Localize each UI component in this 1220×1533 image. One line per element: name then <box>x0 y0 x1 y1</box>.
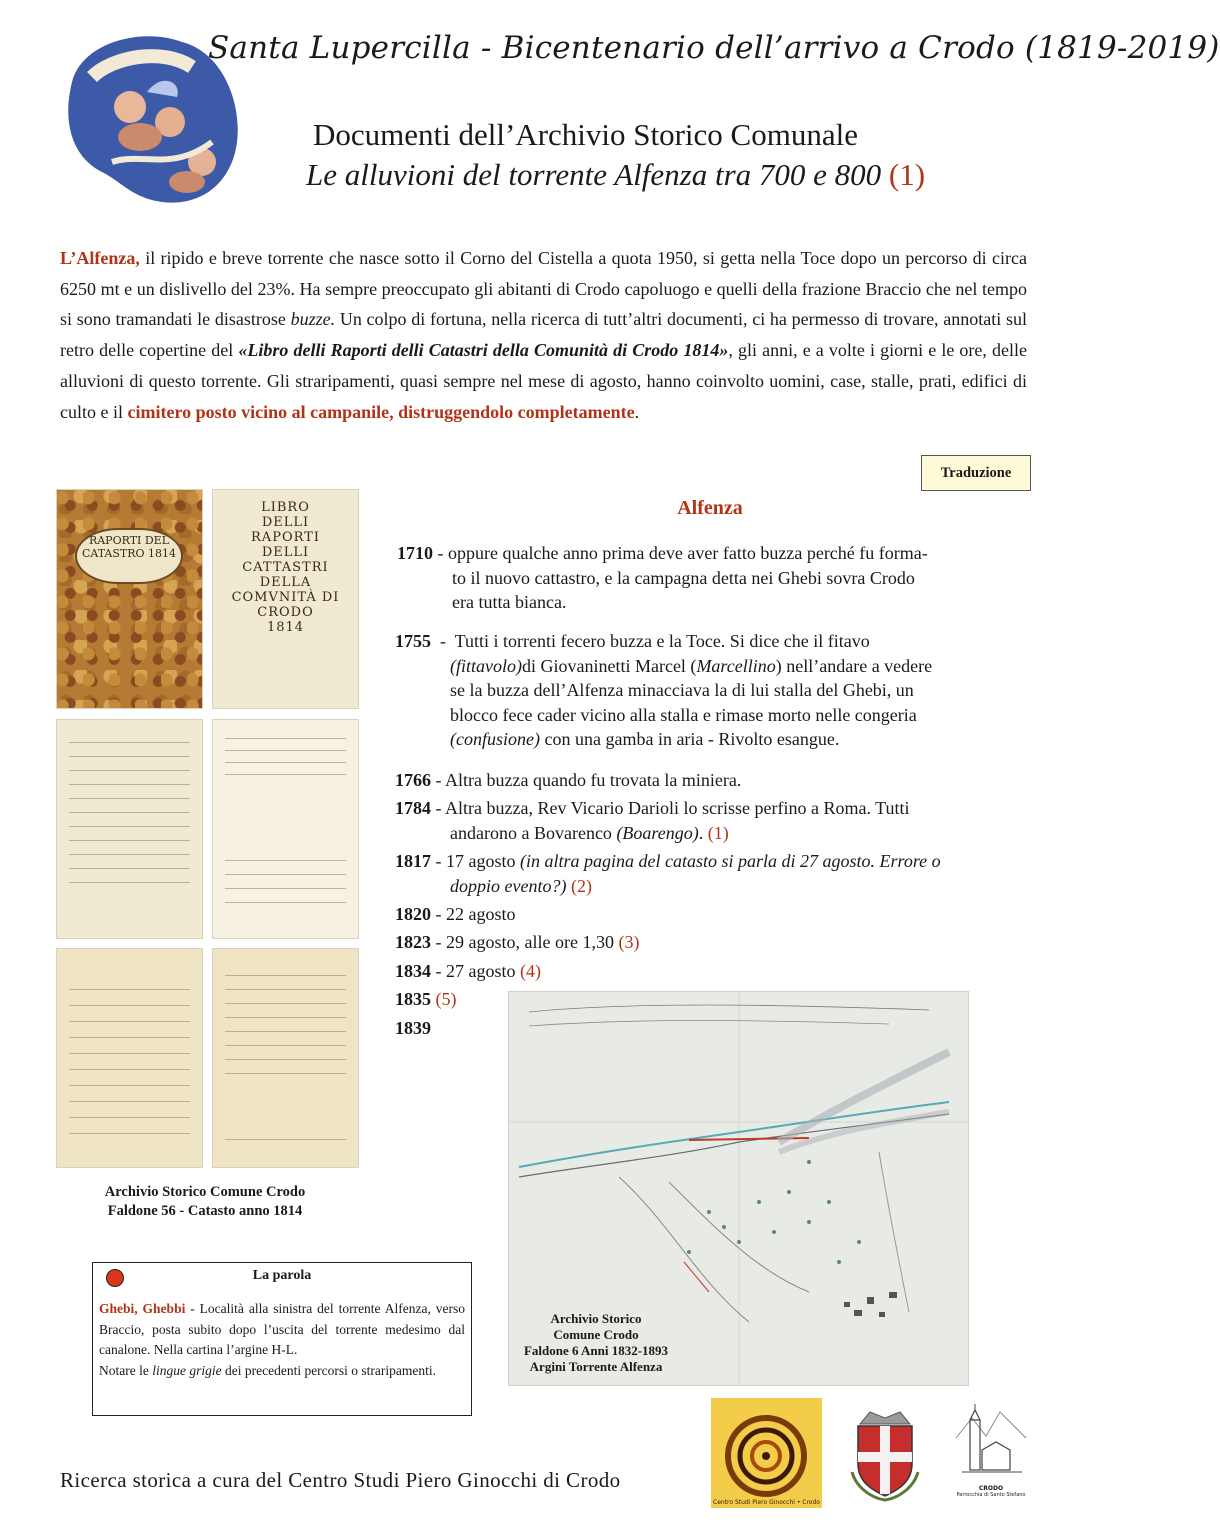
handwritten-page-photo <box>56 719 203 939</box>
entry-text: - Altra buzza, Rev Vicario Darioli lo scrisse perfino a Roma. Tutti <box>431 798 910 818</box>
footnote-ref: (3) <box>618 932 640 952</box>
title-line: LIBRO <box>261 500 310 515</box>
timeline-entry-1834 <box>395 959 541 984</box>
timeline-title: Alfenza <box>677 497 743 519</box>
entry-text: se la buzza dell’Alfenza minacciava la di lui stalla del Ghebi, un <box>450 680 914 700</box>
entry-text: (Boarengo) <box>616 822 699 843</box>
entry-text: doppio evento?) <box>450 875 567 896</box>
entry-text: Marcellino <box>696 655 776 676</box>
entry-text: andarono a Bovarenco <box>450 822 617 843</box>
book-title-page-photo <box>212 489 359 709</box>
entry-year: 1839 <box>395 1018 431 1038</box>
document-part-number: (1) <box>888 157 926 192</box>
handwritten-page-photo <box>56 948 203 1168</box>
timeline-entry-1784 <box>395 796 910 845</box>
handwritten-page-photo <box>212 948 359 1168</box>
intro-text-1: il ripido e breve torrente che nasce sotto il Corno del Cistella a quota 1950, si getta nella Toce dopo un percorso di circa 6250 mt e un dislivello del 23%. Ha sempre preoccupato gli abitanti di Crodo capoluogo e quelli della frazione Braccio che nel tempo si sono tramandati le disastrose <box>60 248 1027 330</box>
word-note-a: Notare le <box>99 1362 153 1378</box>
footnote-ref: (4) <box>520 961 541 981</box>
page-headline: Santa Lupercilla - Bicentenario dell’arrivo a Crodo (1819-2019) <box>208 30 1220 66</box>
entry-year: 1835 <box>395 989 431 1009</box>
cover-label-plate: RAPORTI DEL CATASTRO 1814 <box>75 528 183 584</box>
book-cover-marbled-photo <box>56 489 203 709</box>
photos-caption <box>60 1183 350 1221</box>
footnote-ref: (1) <box>707 822 729 843</box>
handwritten-page-photo <box>212 719 359 939</box>
document-topic <box>306 157 925 193</box>
intro-text-3: , gli anni, e a volte i giorni e le ore, delle alluvioni di questo torrente. Gli straripamenti, quasi sempre nel mese di agosto, hanno coinvolto uomini, case, stalle, prati, edifici di culto e il <box>60 340 1027 422</box>
entry-text: - Altra buzza quando fu trovata la miniera. <box>431 770 742 790</box>
entry-text: (in altra pagina del catasto si parla di 27 agosto. Errore o <box>520 851 941 871</box>
word-note-b: lingue grigie <box>152 1362 222 1378</box>
title-line: CRODO <box>257 605 314 620</box>
entry-text: - oppure qualche anno prima deve aver fatto buzza perché fu forma- <box>433 543 928 563</box>
entry-year: 1755 <box>395 631 431 651</box>
map-caption-line: Faldone 6 Anni 1832-1893 <box>523 1343 669 1358</box>
entry-year: 1710 <box>397 543 433 563</box>
entry-year: 1834 <box>395 961 431 981</box>
word-box-title: La parola <box>252 1268 312 1283</box>
entry-year: 1766 <box>395 770 431 790</box>
entry-text: - Tutti i torrenti fecero buzza e la Toce. Si dice che il fitavo <box>431 631 870 651</box>
intro-paragraph <box>60 243 1027 427</box>
parrocchia-subtitle: Parrocchia di Santo Stefano <box>956 1492 1026 1498</box>
map-caption <box>510 1311 682 1375</box>
timeline-entry-1835 <box>395 987 457 1012</box>
map-caption-line: Argini Torrente Alfenza <box>529 1359 663 1374</box>
word-term: Ghebi, Ghebbi <box>99 1301 186 1316</box>
title-line: CATTASTRI <box>242 560 329 575</box>
document-topic-text: Le alluvioni del torrente Alfenza tra 700 e 800 <box>306 157 882 192</box>
timeline-entry-1817 <box>395 849 941 898</box>
word-note-c: dei precedenti percorsi o straripamenti. <box>221 1362 437 1378</box>
intro-book-title: «Libro delli Raporti delli Catastri della Comunità di Crodo 1814» <box>238 340 729 361</box>
entry-text: di Giovaninetti Marcel ( <box>521 655 697 676</box>
photos-caption-line: Archivio Storico Comune Crodo <box>104 1184 306 1200</box>
title-line: DELLA <box>259 575 312 590</box>
intro-buzze: buzze. <box>290 309 336 330</box>
parrocchia-logo <box>952 1398 1030 1508</box>
entry-text: - 22 agosto <box>431 904 516 924</box>
entry-text: ) nell’andare a vedere <box>775 655 933 676</box>
photos-caption-line: Faldone 56 - Catasto anno 1814 <box>107 1203 303 1219</box>
document-subtitle: Documenti dell’Archivio Storico Comunale <box>313 117 858 152</box>
map-caption-line: Comune Crodo <box>553 1327 639 1342</box>
intro-cemetery: cimitero posto vicino al campanile, distruggendolo completamente <box>127 401 635 422</box>
word-box <box>92 1262 472 1416</box>
entry-text: - 29 agosto, alle ore 1,30 <box>431 932 619 952</box>
footnote-ref: (5) <box>435 989 457 1009</box>
timeline-entry-1710 <box>397 541 928 615</box>
entry-year: 1817 <box>395 851 431 871</box>
footnote-ref: (2) <box>570 875 592 896</box>
entry-text: - 27 agosto <box>431 961 520 981</box>
intro-text-2: Un colpo di fortuna, nella ricerca di tutt’altri documenti, ci ha permesso di trovare, annotati sul retro delle copertine del <box>60 309 1027 361</box>
timeline-entry-1766 <box>395 768 741 793</box>
coat-of-arms-logo <box>846 1402 924 1502</box>
entry-text: - 17 agosto <box>431 851 520 871</box>
timeline-entry-1755 <box>395 629 1027 752</box>
parrocchia-name: CRODO <box>978 1485 1004 1492</box>
map-caption-line: Archivio Storico <box>550 1311 642 1326</box>
intro-end: . <box>634 401 640 422</box>
title-line: DELLI <box>261 545 310 560</box>
timeline-entry-1823 <box>395 930 639 955</box>
entry-text: (fittavolo) <box>450 655 522 676</box>
entry-year: 1820 <box>395 904 431 924</box>
intro-river-name: L’Alfenza, <box>60 248 140 268</box>
entry-text: (confusione) <box>450 729 540 749</box>
entry-text: con una gamba in aria - Rivolto esangue. <box>539 729 840 749</box>
entry-text: . <box>698 822 708 843</box>
centro-studi-logo <box>711 1398 822 1508</box>
title-line: DELLI <box>261 515 310 530</box>
title-page-handwriting <box>213 500 358 635</box>
title-line: 1814 <box>266 620 305 635</box>
footer-credit: Ricerca storica a cura del Centro Studi Piero Ginocchi di Crodo <box>60 1468 621 1492</box>
translation-label: Traduzione <box>921 455 1031 491</box>
entry-text: to il nuovo cattastro, e la campagna detta nei Ghebi sovra Crodo <box>452 567 915 588</box>
centro-logo-text: Centro Studi Piero Ginocchi • Crodo <box>713 1499 820 1506</box>
title-line: RAPORTI <box>251 530 320 545</box>
entry-year: 1823 <box>395 932 431 952</box>
entry-text: era tutta bianca. <box>452 592 567 612</box>
word-definition: - Località alla sinistra del torrente Alfenza, verso Braccio, posta subito dopo l’uscita del torrente medesimo dal canalone. Nella cartina l’argine H-L. <box>99 1301 465 1357</box>
title-line: COMVNITÀ DI <box>231 590 340 605</box>
timeline-entry-1839 <box>395 1016 431 1041</box>
entry-year: 1784 <box>395 798 431 818</box>
word-box-text <box>99 1299 465 1381</box>
entry-text: blocco fece cader vicino alla stalla e rimase morto nelle congeria <box>450 704 917 725</box>
timeline-entry-1820 <box>395 902 516 927</box>
